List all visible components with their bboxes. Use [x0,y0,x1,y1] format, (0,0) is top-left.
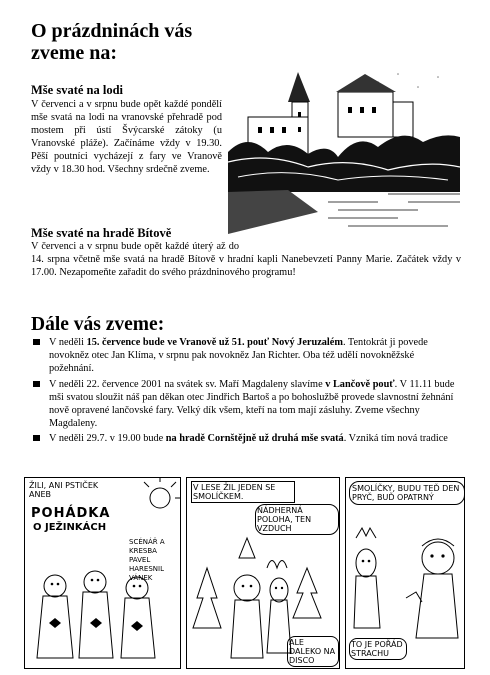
comic-p2-drawing [187,478,339,668]
comic-p2-bubble2: NÁDHERNÁ POLOHA, TEN VZDUCH [255,504,339,535]
invites-list [31,336,459,448]
comic-p1-title1: POHÁDKA [31,506,111,521]
section-text-bitov: V červenci a v srpnu bude opět každé úterý až do 14. srpna včetně mše svatá na hradě Bítově v hradní kapli Nanebevzetí Panny Marie. Začátek vždy v 17.00. Nezapomeňte zařadit do svého prázdninového programu! [31,241,461,278]
section-heading-lodi: Mše svaté na lodi [31,83,124,97]
bullet-icon [33,381,40,387]
comic-panel-3 [345,477,465,669]
list-item: V neděli 22. července 2001 na svátek sv. Maří Magdaleny slavíme v Lančově pouť. V 11.11 bude mši svatou sloužit náš pan děkan otec Jindřich Bartoš a po bohoslužbě provede slavnostní žehnání nově opravené lančovské fary. Velký dík všem, kteří na tom mají zásluhy. Zveme všechny Magdaleny. [31,378,459,431]
comic-p3-drawing [346,478,464,668]
comic-p3-bubble1: SMOLÍČKY, BUDU TEĎ DEN PRYČ, BUĎ OPATRNÝ [349,481,465,505]
comic-p2-bubble3: ALE DALEKO NA DISCO [287,636,339,667]
bullet-icon [33,339,40,345]
list-item: V neděli 29.7. v 19.00 bude na hradě Cornštějně už druhá mše svatá. Vzniká tím nová tradice [31,432,459,445]
page-title: O prázdninách vás zveme na: [31,20,193,64]
comic-p1-credit: SCÉNÁŘ A KRESBA PAVEL HARESNIL VÁNEK [129,538,165,582]
invites-heading: Dále vás zveme: [31,314,165,335]
comic-panel-2 [186,477,340,669]
bullet-icon [33,435,40,441]
comic-p3-bubble2: TO JE POŘÁD STRACHU [349,638,407,660]
comic-p2-bubble1: V LESE ŽIL JEDEN SE SMOLÍČKEM. [191,481,295,503]
comic-p1-top: ŽILI, ANI PSTIČEK ANEB [29,481,99,499]
float-spacer [239,240,461,252]
comic-panel-1 [24,477,181,669]
comic-p1-title2: O JEŽINKÁCH [33,522,107,533]
list-item: V neděli 15. července bude ve Vranově už 51. pouť Nový Jeruzalém. Tentokrát ji povede novokněz otec Jan Klíma, v srpnu pak novokněz Jan Richter. Oba též udělí novokněžské požehnání. [31,336,459,376]
comic-p1-drawing [25,478,180,668]
section-text-lodi: V červenci a v srpnu bude opět každé pondělí mše svatá na lodi na vranovské přehradě pod mostem při ústí Švýcarské zátoky (u Vranovské pláže). Začínáme vždy v 19.30. Pěší poutníci vycházejí z fary ve Vranově vždy v 18.30 hod. Všechny srdečně zveme. [31,99,222,175]
section-heading-bitov: Mše svaté na hradě Bítově [31,226,172,240]
section-text-bitov-wrap [31,240,461,279]
castle-illustration [228,62,460,234]
